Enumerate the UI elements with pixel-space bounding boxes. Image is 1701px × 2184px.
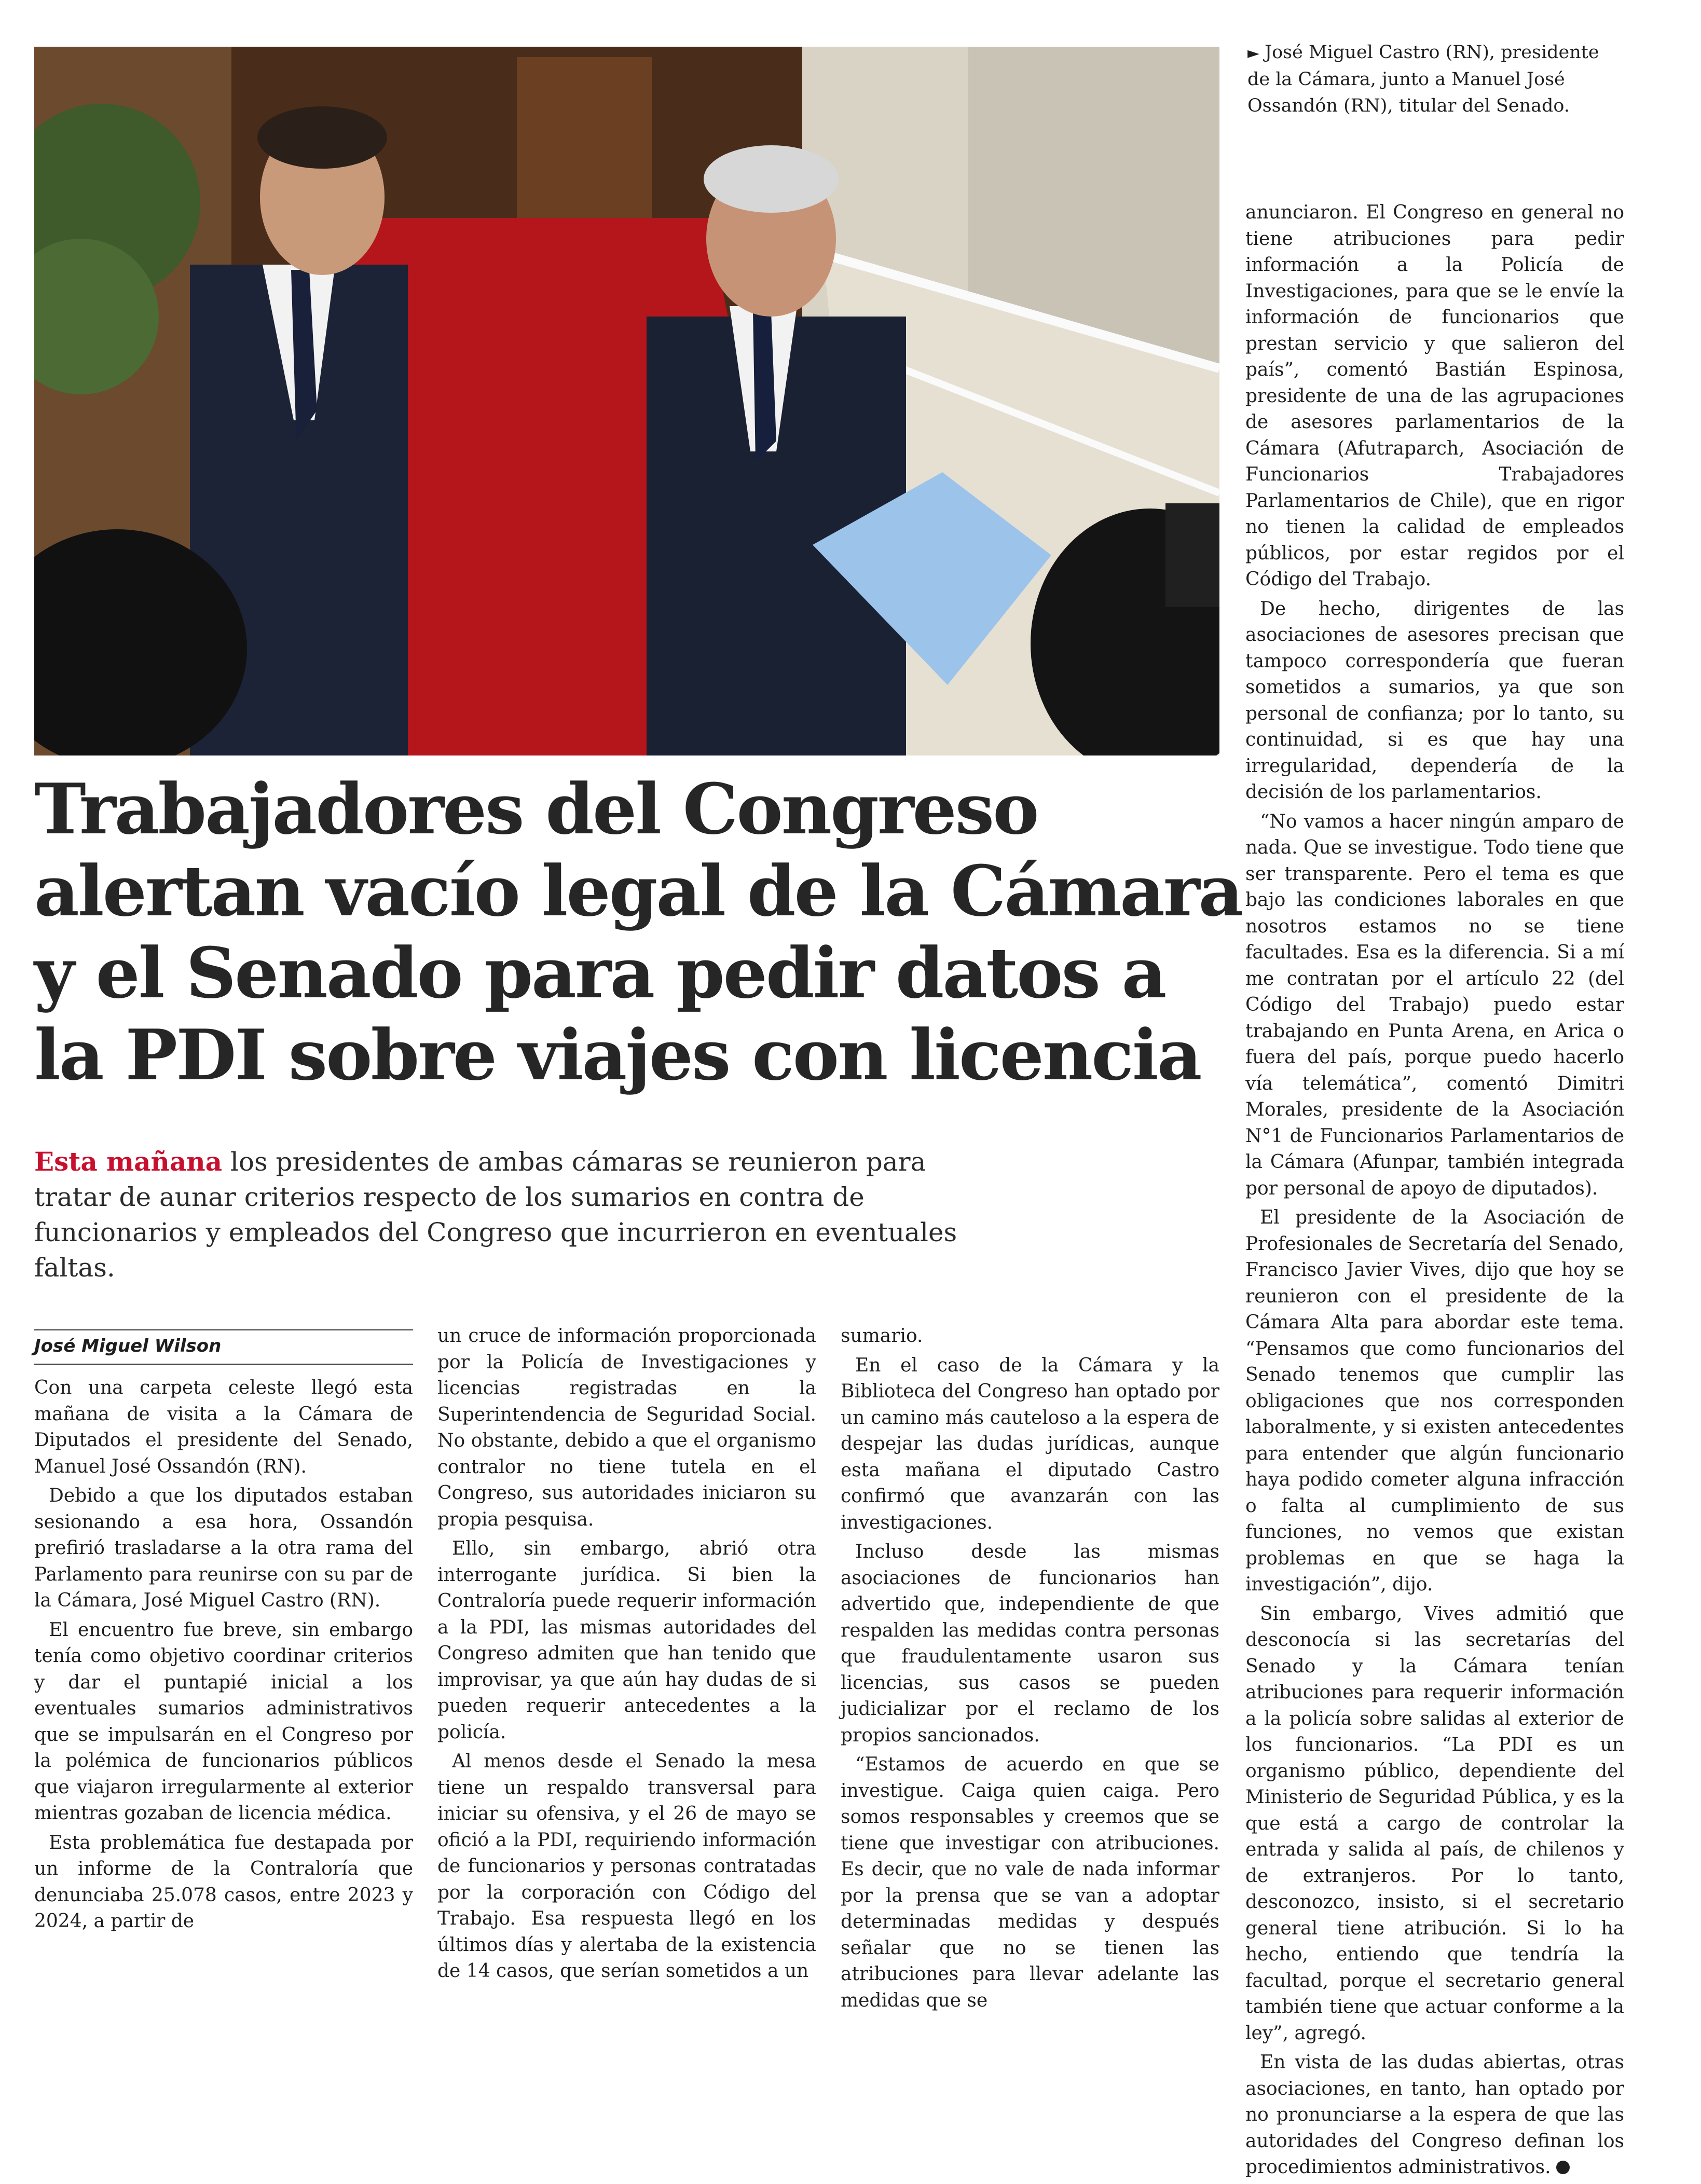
article-photo bbox=[34, 47, 1219, 756]
paragraph: Incluso desde las mismas asociaciones de funcionarios han advertido que, independiente de que respalden las medidas contra personas que fraudulentamente usaron sus licencias, sus casos se pueden judicializar por el reclamo de los propios sancionados. bbox=[841, 1541, 1219, 1746]
paragraph: En el caso de la Cámara y la Biblioteca del Congreso han optado por un camino más cauteloso a la espera de despejar las dudas jurídicas, aunque esta mañana el diputado Castro confirmó que avanzarán con las investigaciones. bbox=[841, 1354, 1219, 1533]
paragraph: un cruce de información proporcionada por la Policía de Investigaciones y licencias registradas en la Superintendencia de Seguridad Social. No obstante, debido a que el organismo contralor no tiene tutela en el Congreso, sus autoridades iniciaron su propia pesquisa. bbox=[437, 1325, 816, 1530]
headline-line: Trabajadores del Congreso bbox=[34, 768, 1038, 850]
paragraph: Con una carpeta celeste llegó esta mañana de visita a la Cámara de Diputados el presidente del Senado, Manuel José Ossandón (RN). bbox=[34, 1377, 413, 1477]
paragraph: sumario. bbox=[841, 1325, 923, 1347]
paragraph: El encuentro fue breve, sin embargo tenía como objetivo coordinar criterios y dar el puntapié inicial a los eventuales sumarios administrativos que se impulsarán en el Congreso por la polémica de funcionarios públicos que viajaron irregularmente al exterior mientras gozaban de licencia médica. bbox=[34, 1619, 413, 1824]
deck-text: los presidentes de ambas cámaras se reunieron para tratar de aunar criterios respecto de los sumarios en contra de funcionarios y empleados del Congreso que incurrieron en eventuales faltas. bbox=[34, 1147, 957, 1283]
paragraph: Esta problemática fue destapada por un informe de la Contraloría que denunciaba 25.078 casos, entre 2023 y 2024, a partir de bbox=[34, 1832, 413, 1932]
paragraph-text: En vista de las dudas abiertas, otras asociaciones, en tanto, han optado por no pronunciarse a la espera de que las autoridades del Congreso definan los procedimientos administrativos. bbox=[1245, 2052, 1624, 2178]
article-column-3 bbox=[841, 1323, 1219, 2017]
headline-line: alertan vacío legal de la Cámara bbox=[34, 850, 1242, 932]
headline-line: y el Senado para pedir datos a bbox=[34, 932, 1165, 1014]
caption-text: José Miguel Castro (RN), presidente de la Cámara, junto a Manuel José Ossandón (RN), titular del Senado. bbox=[1247, 42, 1599, 116]
photo-caption bbox=[1247, 39, 1600, 119]
paragraph: Sin embargo, Vives admitió que desconocía si las secretarías del Senado y la Cámara tenían atribuciones para requerir información a la policía sobre salidas al exterior de los funcionarios. “La PDI es un organismo público, dependiente del Ministerio de Seguridad Pública, y es la que está a cargo de controlar la entrada y salida al país, de chilenos y de extranjeros. Por lo tanto, desconozco, insisto, si el secretario general tiene atribución. Si lo ha hecho, entiendo que tendría la facultad, porque el secretario general también tiene que actuar conforme a la ley”, agregó. bbox=[1245, 1603, 1624, 2044]
byline: José Miguel Wilson bbox=[34, 1336, 222, 1356]
byline-top-rule bbox=[34, 1329, 413, 1330]
paragraph: De hecho, dirigentes de las asociaciones de asesores precisan que tampoco correspondería que fueran sometidos a sumarios, ya que son personal de confianza; por lo tanto, su continuidad, si es que hay una irregularidad, dependería de la decisión de los parlamentarios. bbox=[1245, 598, 1624, 803]
end-of-article-icon bbox=[1556, 2161, 1570, 2174]
article-deck bbox=[34, 1144, 958, 1285]
deck-lead: Esta mañana bbox=[34, 1146, 222, 1177]
article-column-2 bbox=[437, 1323, 816, 1988]
article-column-4 bbox=[1245, 200, 1624, 2184]
photo-illustration bbox=[34, 47, 1219, 756]
byline-bottom-rule bbox=[34, 1364, 413, 1365]
paragraph: anunciaron. El Congreso en general no tiene atribuciones para pedir información a la Policía de Investigaciones, para que se le envíe la información de funcionarios que prestan servicio y que salieron del país”, comentó Bastián Espinosa, presidente de una de las agrupaciones de asesores parlamentarios de la Cámara (Afutraparch, Asociación de Funcionarios Trabajadores Parlamentarios de Chile), que en rigor no tienen la calidad de empleados públicos, por estar regidos por el Código del Trabajo. bbox=[1245, 202, 1624, 590]
article-column-1 bbox=[34, 1375, 413, 1938]
paragraph: “Estamos de acuerdo en que se investigue. Caiga quien caiga. Pero somos responsables y creemos que se tiene que investigar con atribuciones. Es decir, que no vale de nada informar por la prensa que se van a adoptar determinadas medidas y después señalar que no se tienen las atribuciones para llevar adelante las medidas que se bbox=[841, 1754, 1219, 2011]
paragraph: Al menos desde el Senado la mesa tiene un respaldo transversal para iniciar su ofensiva, y el 26 de mayo se ofició a la PDI, requiriendo información de funcionarios y personas contratadas por la corporación con Código del Trabajo. Esa respuesta llegó en los últimos días y alertaba de la existencia de 14 casos, que serían sometidos a un bbox=[437, 1751, 816, 1982]
caption-arrow-icon: ► bbox=[1247, 44, 1260, 62]
headline bbox=[34, 768, 1242, 1096]
headline-line: la PDI sobre viajes con licencia bbox=[34, 1014, 1201, 1096]
paragraph-last bbox=[1245, 2050, 1624, 2181]
paragraph: “No vamos a hacer ningún amparo de nada. Que se investigue. Todo tiene que ser transparente. Pero el tema es que bajo las condiciones laborales en que nosotros estamos no se tiene facultades. Esa es la diferencia. Si a mí me contratan por el artículo 22 (del Código del Trabajo) puedo estar trabajando en Punta Arena, en Arica o fuera del país, porque puedo hacerlo vía telemática”, comentó Dimitri Morales, presidente de la Asociación N°1 de Funcionarios Parlamentarios de la Cámara (Afunpar, también integrada por personal de apoyo de diputados). bbox=[1245, 811, 1624, 1199]
paragraph: Ello, sin embargo, abrió otra interrogante jurídica. Si bien la Contraloría puede requerir información a la PDI, las mismas autoridades del Congreso admiten que han tenido que improvisar, ya que aún hay dudas de si pueden requerir antecedentes a la policía. bbox=[437, 1538, 816, 1743]
paragraph: El presidente de la Asociación de Profesionales de Secretaría del Senado, Francisco Javier Vives, dijo que hoy se reunieron con el presidente de la Cámara Alta para abordar este tema. “Pensamos que como funcionarios del Senado tenemos que cumplir las obligaciones que nos corresponden laboralmente, y si existen antecedentes para entender que algún funcionario haya podido cometer alguna infracción o falta al cumplimiento de sus funciones, no vemos que existan problemas en que se haga la investigación”, dijo. bbox=[1245, 1207, 1624, 1595]
paragraph: Debido a que los diputados estaban sesionando a esa hora, Ossandón prefirió trasladarse a la otra rama del Parlamento para reunirse con su par de la Cámara, José Miguel Castro (RN). bbox=[34, 1485, 413, 1611]
